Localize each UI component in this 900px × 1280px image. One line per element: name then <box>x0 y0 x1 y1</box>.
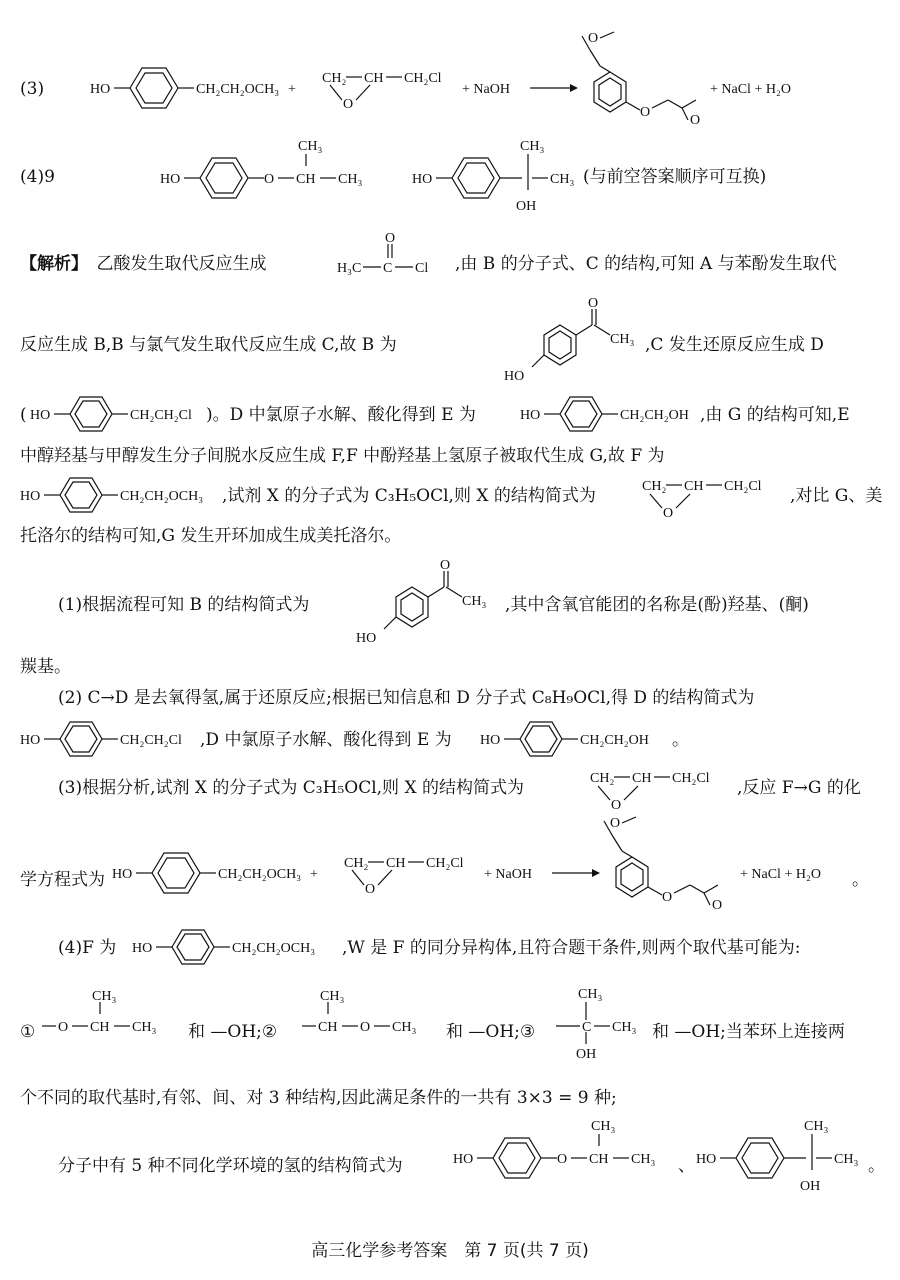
answer-4-structure-2 <box>412 138 612 218</box>
svg-text:CH₂CH₂OCH₃: CH₂CH₂OCH₃ <box>196 82 280 97</box>
page-footer: 高三化学参考答案 第 7 页(共 7 页) <box>311 1241 589 1261</box>
svg-text:HO: HO <box>160 172 181 187</box>
q4-option-3-and: 和 —OH;当苯环上连接两 <box>652 1022 845 1042</box>
q3-end: 。 <box>852 870 869 890</box>
svg-text:CH₃: CH₃ <box>520 139 545 154</box>
svg-text:CH₃: CH₃ <box>631 1152 656 1167</box>
svg-text:O: O <box>663 506 674 521</box>
svg-text:CH: CH <box>90 1020 110 1035</box>
svg-text:CH₂CH₂OH: CH₂CH₂OH <box>580 733 649 748</box>
svg-text:CH: CH <box>318 1020 338 1035</box>
svg-text:O: O <box>610 816 621 831</box>
reaction-f-to-g-top <box>90 30 830 130</box>
svg-text:CH₂Cl: CH₂Cl <box>404 71 442 86</box>
svg-text:OH: OH <box>800 1179 821 1194</box>
svg-text:CH₂Cl: CH₂Cl <box>426 856 464 871</box>
svg-text:CH₃: CH₃ <box>298 139 323 154</box>
svg-text:CH: CH <box>386 856 406 871</box>
q4-option-1-and: 和 —OH;② <box>188 1022 278 1042</box>
q2-compound-e-structure <box>480 718 670 762</box>
svg-text:O: O <box>640 105 651 120</box>
svg-text:CH₃: CH₃ <box>132 1020 157 1035</box>
answer-4-structure-1 <box>160 138 390 218</box>
analysis-line-1: 【解析】 乙酸发生取代反应生成 <box>20 254 267 274</box>
analysis-line-2: 反应生成 B,B 与氯气发生取代反应生成 C,故 B 为 <box>20 335 397 355</box>
analysis-line-6: 托洛尔的结构可知,G 发生开环加成生成美托洛尔。 <box>20 526 402 546</box>
analysis-line-1b: ,由 B 的分子式、C 的结构,可知 A 与苯酚发生取代 <box>455 254 837 274</box>
svg-text:CH₃: CH₃ <box>392 1020 417 1035</box>
svg-text:CH₃: CH₃ <box>610 332 635 347</box>
answer-3-label: (3) <box>20 79 45 99</box>
svg-text:CH₃: CH₃ <box>550 172 575 187</box>
q3-text-c: 学方程式为 <box>20 870 105 890</box>
svg-text:CH₂CH₂OCH₃: CH₂CH₂OCH₃ <box>120 489 204 504</box>
svg-text:HO: HO <box>696 1152 717 1167</box>
q3-reaction-equation <box>112 815 862 915</box>
svg-text:CH: CH <box>364 71 384 86</box>
q4-end: 。 <box>868 1156 885 1176</box>
svg-text:O: O <box>385 231 396 246</box>
svg-text:HO: HO <box>20 733 41 748</box>
svg-text:CH₂CH₂OH: CH₂CH₂OH <box>620 408 689 423</box>
q4-substituent-1 <box>42 990 192 1040</box>
svg-text:CH₂: CH₂ <box>322 71 347 86</box>
q4-text-f: 、 <box>678 1156 695 1176</box>
svg-text:O: O <box>440 558 451 573</box>
q4-text-a: (4)F 为 <box>58 938 117 958</box>
analysis-line-3c: ,由 G 的结构可知,E <box>700 405 850 425</box>
svg-text:Cl: Cl <box>415 261 429 276</box>
q2-text-c: 。 <box>672 730 689 750</box>
svg-text:O: O <box>343 97 354 112</box>
svg-text:OH: OH <box>576 1047 597 1062</box>
analysis-line-4: 中醇羟基与甲醇发生分子间脱水反应生成 F,F 中酚羟基上氢原子被取代生成 G,故 F 为 <box>20 446 665 466</box>
svg-text:CH: CH <box>589 1152 609 1167</box>
svg-text:CH₂: CH₂ <box>590 771 615 786</box>
svg-text:O: O <box>588 31 599 46</box>
compound-d-structure-inline <box>30 393 220 437</box>
svg-text:C: C <box>383 261 393 276</box>
compound-e-structure-inline <box>520 393 710 437</box>
svg-text:O: O <box>662 890 673 905</box>
q1-text: (1)根据流程可知 B 的结构简式为 <box>58 595 310 615</box>
svg-text:O: O <box>588 296 599 311</box>
svg-text:O: O <box>360 1020 371 1035</box>
svg-text:CH₃: CH₃ <box>612 1020 637 1035</box>
svg-text:CH₃: CH₃ <box>591 1119 616 1134</box>
svg-text:HO: HO <box>112 867 133 882</box>
q2-text: (2) C→D 是去氧得氢,属于还原反应;根据已知信息和 D 分子式 C₈H₉OCl,得 D 的结构简式为 <box>58 688 755 708</box>
svg-text:+: + <box>288 82 296 97</box>
svg-text:CH₂CH₂Cl: CH₂CH₂Cl <box>120 733 182 748</box>
q4-answer-structure-2 <box>696 1118 886 1198</box>
svg-text:HO: HO <box>520 408 541 423</box>
q3-reagent-x-structure <box>590 764 740 814</box>
compound-b-structure <box>500 295 660 385</box>
svg-text:CH₃: CH₃ <box>834 1152 859 1167</box>
svg-text:CH₂CH₂OCH₃: CH₂CH₂OCH₃ <box>218 867 302 882</box>
q3-text-b: ,反应 F→G 的化 <box>737 778 861 798</box>
analysis-line-5b: ,对比 G、美 <box>790 486 883 506</box>
svg-text:O: O <box>712 898 723 913</box>
svg-text:CH₂: CH₂ <box>344 856 369 871</box>
compound-f-structure-inline <box>20 474 240 518</box>
svg-text:+ NaCl + H₂O: + NaCl + H₂O <box>710 82 791 97</box>
q4-text-b: ,W 是 F 的同分异构体,且符合题干条件,则两个取代基可能为: <box>342 938 801 958</box>
answer-4-note: (与前空答案顺序可互换) <box>583 167 767 187</box>
analysis-line-3: ( <box>20 405 27 425</box>
svg-text:H₃C: H₃C <box>337 261 362 276</box>
svg-text:+ NaOH: + NaOH <box>462 82 510 97</box>
svg-text:+ NaOH: + NaOH <box>484 867 532 882</box>
svg-text:CH₂CH₂Cl: CH₂CH₂Cl <box>130 408 192 423</box>
q1-compound-b-structure <box>352 557 512 647</box>
svg-text:HO: HO <box>356 631 377 646</box>
svg-text:HO: HO <box>30 408 51 423</box>
svg-text:C: C <box>582 1020 592 1035</box>
q2-text-b: ,D 中氯原子水解、酸化得到 E 为 <box>200 730 452 750</box>
svg-text:O: O <box>365 882 376 897</box>
svg-text:CH: CH <box>632 771 652 786</box>
svg-text:CH₃: CH₃ <box>338 172 363 187</box>
svg-text:HO: HO <box>90 82 111 97</box>
q1-text-c: 羰基。 <box>20 657 71 677</box>
svg-text:HO: HO <box>504 369 525 384</box>
q4-substituent-3 <box>556 980 676 1062</box>
analysis-line-2b: ,C 发生还原反应生成 D <box>645 335 824 355</box>
svg-text:OH: OH <box>516 199 537 214</box>
svg-text:CH₃: CH₃ <box>320 989 345 1004</box>
q4-text-e: 分子中有 5 种不同化学环境的氢的结构简式为 <box>58 1156 403 1176</box>
svg-text:+ NaCl + H₂O: + NaCl + H₂O <box>740 867 821 882</box>
svg-text:CH: CH <box>296 172 316 187</box>
analysis-line-5: ,试剂 X 的分子式为 C₃H₅OCl,则 X 的结构简式为 <box>222 486 596 506</box>
q4-option-2-and: 和 —OH;③ <box>446 1022 536 1042</box>
q4-answer-structure-1 <box>453 1118 683 1198</box>
svg-text:HO: HO <box>453 1152 474 1167</box>
svg-text:O: O <box>690 113 701 128</box>
svg-text:+: + <box>310 867 318 882</box>
svg-text:CH: CH <box>684 479 704 494</box>
svg-text:O: O <box>611 798 622 813</box>
q1-text-b: ,其中含氧官能团的名称是(酚)羟基、(酮) <box>505 595 809 615</box>
q4-option-1-label: ① <box>20 1022 36 1042</box>
svg-text:HO: HO <box>480 733 501 748</box>
svg-text:CH₂Cl: CH₂Cl <box>724 479 762 494</box>
svg-text:CH₂CH₂OCH₃: CH₂CH₂OCH₃ <box>232 941 316 956</box>
q2-compound-d-structure <box>20 718 210 762</box>
svg-text:HO: HO <box>412 172 433 187</box>
svg-text:CH₃: CH₃ <box>462 594 487 609</box>
reagent-x-structure-analysis <box>642 472 792 522</box>
svg-text:O: O <box>58 1020 69 1035</box>
q3-text: (3)根据分析,试剂 X 的分子式为 C₃H₅OCl,则 X 的结构简式为 <box>58 778 524 798</box>
svg-text:HO: HO <box>132 941 153 956</box>
svg-text:CH₂: CH₂ <box>642 479 667 494</box>
q4-substituent-2 <box>302 990 452 1040</box>
svg-text:HO: HO <box>20 489 41 504</box>
svg-text:CH₂Cl: CH₂Cl <box>672 771 710 786</box>
acetyl-chloride-structure <box>337 232 447 282</box>
analysis-tag: 【解析】 <box>20 254 80 274</box>
analysis-line-3b: )。D 中氯原子水解、酸化得到 E 为 <box>206 405 476 425</box>
svg-text:CH₃: CH₃ <box>578 987 603 1002</box>
q4-compound-f-structure <box>132 926 352 970</box>
svg-text:O: O <box>264 172 275 187</box>
svg-text:CH₃: CH₃ <box>92 989 117 1004</box>
q4-text-d: 个不同的取代基时,有邻、间、对 3 种结构,因此满足条件的一共有 3×3 = 9 种; <box>20 1088 617 1108</box>
svg-text:O: O <box>557 1152 568 1167</box>
answer-4-label: (4)9 <box>20 167 55 187</box>
svg-text:CH₃: CH₃ <box>804 1119 829 1134</box>
